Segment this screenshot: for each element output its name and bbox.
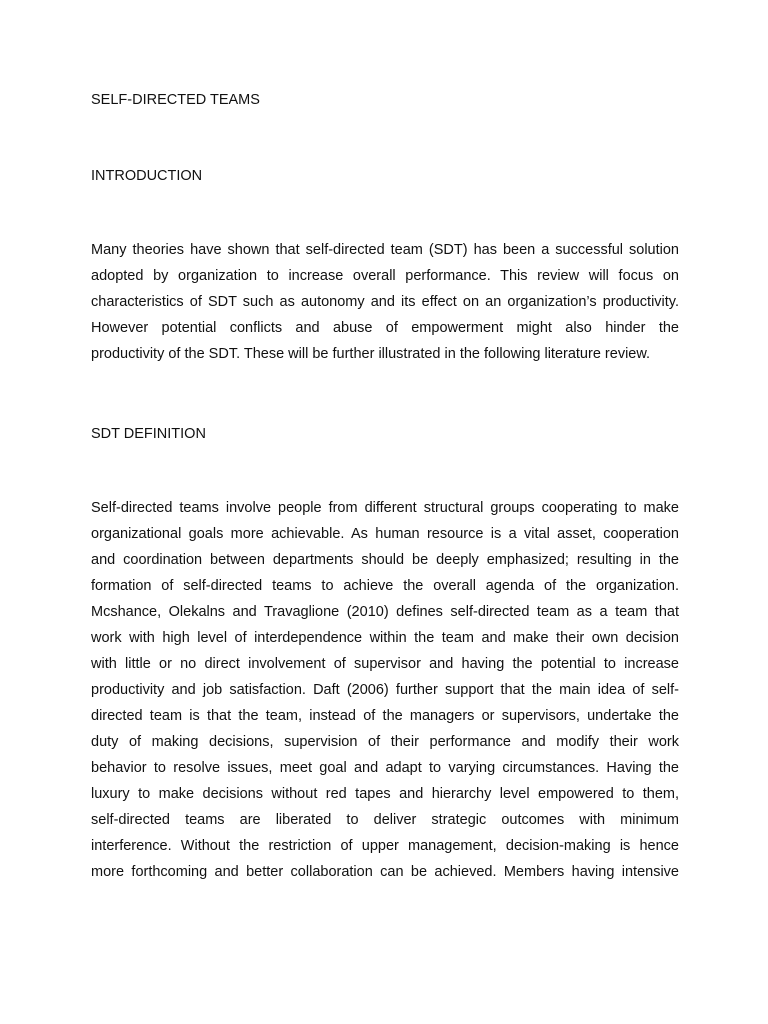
paragraph-line: self-directed teams are liberated to deliver strategic outcomes with minimum: [91, 812, 679, 828]
paragraph-line: and coordination between departments should be deeply emphasized; resulting in the: [91, 552, 679, 568]
paragraph-line: behavior to resolve issues, meet goal and adapt to varying circumstances. Having the: [91, 760, 679, 776]
paragraph-line: work with high level of interdependence within the team and make their own decision: [91, 630, 679, 646]
paragraph-line: However potential conflicts and abuse of empowerment might also hinder the: [91, 320, 679, 336]
paragraph-line: productivity of the SDT. These will be further illustrated in the following literature review.: [91, 346, 651, 362]
paragraph-line: Mcshance, Olekalns and Travaglione (2010) defines self-directed team as a team that: [91, 604, 679, 620]
paragraph-line: directed team is that the team, instead of the managers or supervisors, undertake the: [91, 708, 679, 724]
paragraph-line: more forthcoming and better collaboration can be achieved. Members having intensive: [91, 864, 679, 880]
paragraph-line: adopted by organization to increase overall performance. This review will focus on: [91, 268, 679, 284]
introduction-paragraph: [91, 237, 679, 367]
paragraph-line: interference. Without the restriction of upper management, decision-making is hence: [91, 838, 679, 854]
paragraph-line: with little or no direct involvement of supervisor and having the potential to increase: [91, 656, 679, 672]
paragraph-line: productivity and job satisfaction. Daft (2006) further support that the main idea of self-: [91, 682, 679, 698]
paragraph-line: duty of making decisions, supervision of their performance and modify their work: [91, 734, 679, 750]
paragraph-line: organizational goals more achievable. As human resource is a vital asset, cooperation: [91, 526, 679, 542]
paragraph-line: Many theories have shown that self-directed team (SDT) has been a successful solution: [91, 242, 679, 258]
section-heading-introduction: INTRODUCTION: [91, 168, 203, 184]
paragraph-line: Self-directed teams involve people from different structural groups cooperating to make: [91, 500, 679, 516]
paragraph-line: characteristics of SDT such as autonomy and its effect on an organization’s productivity.: [91, 294, 679, 310]
paragraph-line: formation of self-directed teams to achieve the overall agenda of the organization.: [91, 578, 679, 594]
document-title: SELF-DIRECTED TEAMS: [91, 92, 260, 108]
section-heading-sdt-definition: SDT DEFINITION: [91, 426, 206, 442]
paragraph-line: luxury to make decisions without red tapes and hierarchy level empowered to them,: [91, 786, 679, 802]
sdt-definition-paragraph: [91, 495, 679, 885]
